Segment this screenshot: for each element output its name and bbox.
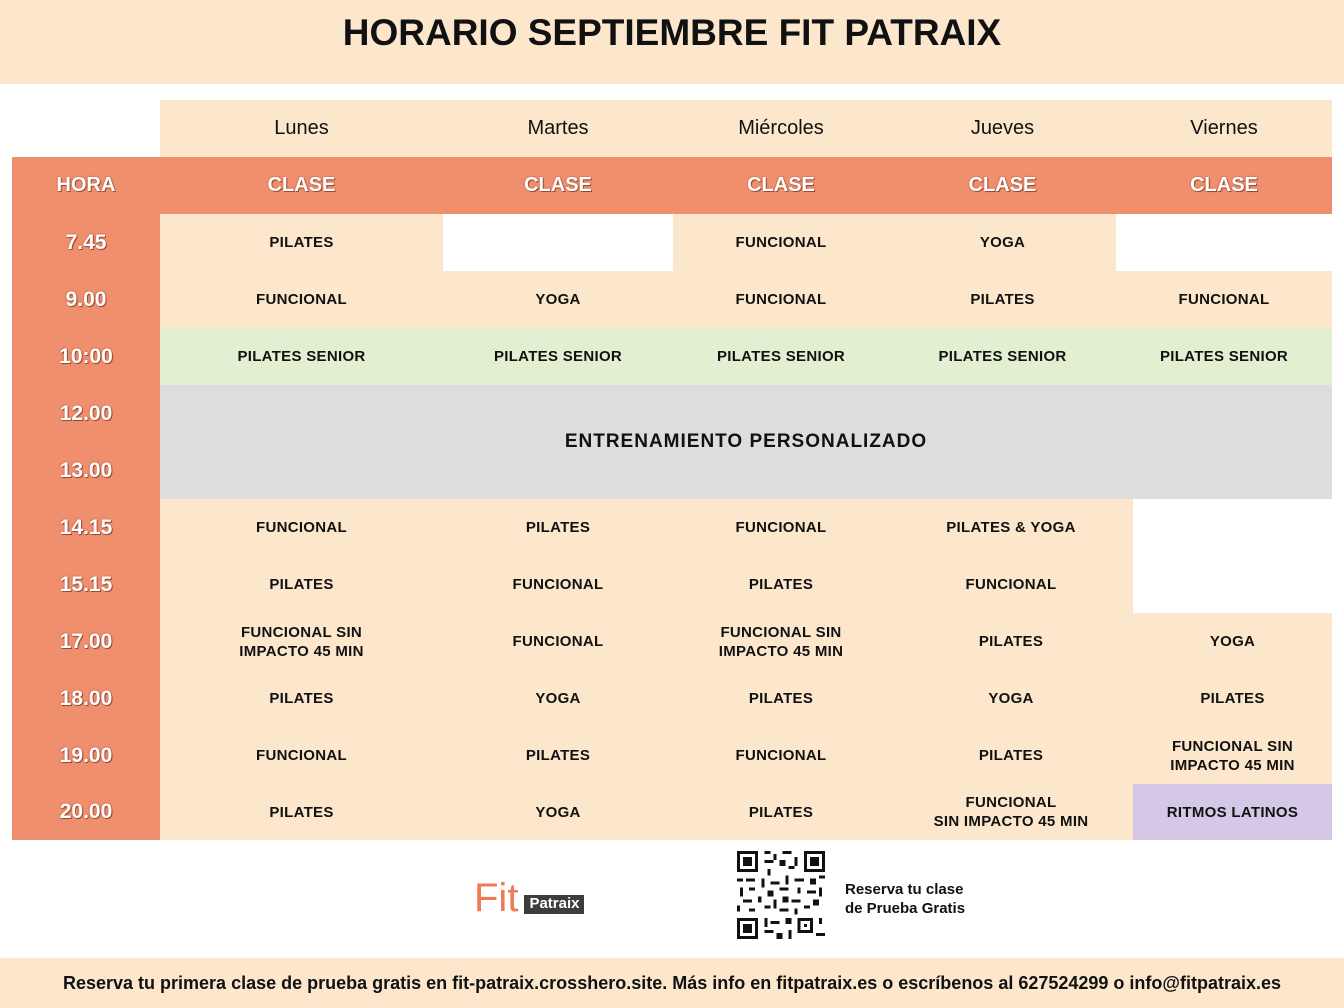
class-cell-senior: PILATES SENIOR bbox=[1116, 328, 1332, 385]
class-cell: YOGA bbox=[443, 271, 673, 328]
hour-cell: 13.00 bbox=[12, 442, 160, 499]
hour-cell: 19.00 bbox=[12, 727, 160, 784]
day-header-viernes: Viernes bbox=[1116, 100, 1332, 157]
hour-cell: 14.15 bbox=[12, 499, 160, 556]
class-cell: FUNCIONAL SIN IMPACTO 45 MIN bbox=[889, 784, 1133, 840]
hour-cell: 20.00 bbox=[12, 784, 160, 840]
clase-header: CLASE bbox=[673, 157, 889, 214]
class-cell: PILATES bbox=[160, 214, 443, 271]
class-cell: YOGA bbox=[889, 214, 1116, 271]
empty-cell bbox=[443, 214, 673, 271]
class-cell: FUNCIONAL bbox=[160, 727, 443, 784]
logo-fit-text: Fit bbox=[474, 876, 519, 920]
day-header-martes: Martes bbox=[443, 100, 673, 157]
class-cell: PILATES bbox=[443, 499, 673, 556]
empty-cell bbox=[1133, 499, 1332, 613]
hora-header: HORA bbox=[12, 157, 160, 214]
class-cell: PILATES bbox=[889, 613, 1133, 670]
class-cell: FUNCIONAL bbox=[160, 271, 443, 328]
class-cell: PILATES bbox=[889, 727, 1133, 784]
hour-cell: 17.00 bbox=[12, 613, 160, 670]
class-cell: PILATES bbox=[160, 784, 443, 840]
hour-cell: 10:00 bbox=[12, 328, 160, 385]
hour-cell: 7.45 bbox=[12, 214, 160, 271]
class-cell: FUNCIONAL SIN IMPACTO 45 MIN bbox=[160, 613, 443, 670]
hour-cell: 15.15 bbox=[12, 556, 160, 613]
class-cell-senior: PILATES SENIOR bbox=[160, 328, 443, 385]
class-cell: PILATES bbox=[160, 556, 443, 613]
class-cell: PILATES bbox=[673, 784, 889, 840]
day-header-lunes: Lunes bbox=[160, 100, 443, 157]
class-cell: YOGA bbox=[1133, 613, 1332, 670]
qr-code-icon[interactable] bbox=[737, 851, 825, 939]
class-cell: YOGA bbox=[443, 670, 673, 727]
class-cell: YOGA bbox=[889, 670, 1133, 727]
footer-info: Reserva tu primera clase de prueba gratis en fit-patraix.crosshero.site. Más info en fitpatraix.es o escríbenos al 627524299 o info@fitpatraix.es bbox=[0, 958, 1344, 1008]
fit-patraix-logo bbox=[474, 878, 584, 918]
class-cell: FUNCIONAL bbox=[673, 271, 889, 328]
class-cell-senior: PILATES SENIOR bbox=[889, 328, 1116, 385]
class-cell-senior: PILATES SENIOR bbox=[443, 328, 673, 385]
logo-patraix-text: Patraix bbox=[524, 895, 584, 914]
class-cell: FUNCIONAL bbox=[673, 727, 889, 784]
clase-header: CLASE bbox=[1116, 157, 1332, 214]
class-cell: PILATES & YOGA bbox=[889, 499, 1133, 556]
page-title: HORARIO SEPTIEMBRE FIT PATRAIX bbox=[342, 12, 1002, 53]
class-cell: FUNCIONAL bbox=[889, 556, 1133, 613]
qr-caption: Reserva tu clase de Prueba Gratis bbox=[845, 881, 966, 917]
empty-cell bbox=[1116, 214, 1332, 271]
class-cell: FUNCIONAL SIN IMPACTO 45 MIN bbox=[673, 613, 889, 670]
day-header-jueves: Jueves bbox=[889, 100, 1116, 157]
class-cell: FUNCIONAL bbox=[443, 613, 673, 670]
class-cell: YOGA bbox=[443, 784, 673, 840]
clase-header: CLASE bbox=[443, 157, 673, 214]
personal-training-block: ENTRENAMIENTO PERSONALIZADO bbox=[160, 385, 1332, 499]
class-cell: PILATES bbox=[673, 670, 889, 727]
class-cell: FUNCIONAL bbox=[1116, 271, 1332, 328]
class-cell-ritmos-latinos: RITMOS LATINOS bbox=[1133, 784, 1332, 840]
class-cell: FUNCIONAL SIN IMPACTO 45 MIN bbox=[1133, 727, 1332, 784]
clase-header: CLASE bbox=[160, 157, 443, 214]
clase-header: CLASE bbox=[889, 157, 1116, 214]
class-cell: PILATES bbox=[673, 556, 889, 613]
day-header-miercoles: Miércoles bbox=[673, 100, 889, 157]
hour-cell: 9.00 bbox=[12, 271, 160, 328]
class-cell: PILATES bbox=[443, 727, 673, 784]
hour-cell: 12.00 bbox=[12, 385, 160, 442]
class-cell: FUNCIONAL bbox=[673, 214, 889, 271]
class-cell: FUNCIONAL bbox=[160, 499, 443, 556]
class-cell: FUNCIONAL bbox=[443, 556, 673, 613]
class-cell: PILATES bbox=[160, 670, 443, 727]
hour-cell: 18.00 bbox=[12, 670, 160, 727]
class-cell: FUNCIONAL bbox=[673, 499, 889, 556]
class-cell: PILATES bbox=[1133, 670, 1332, 727]
class-cell: PILATES bbox=[889, 271, 1116, 328]
class-cell-senior: PILATES SENIOR bbox=[673, 328, 889, 385]
